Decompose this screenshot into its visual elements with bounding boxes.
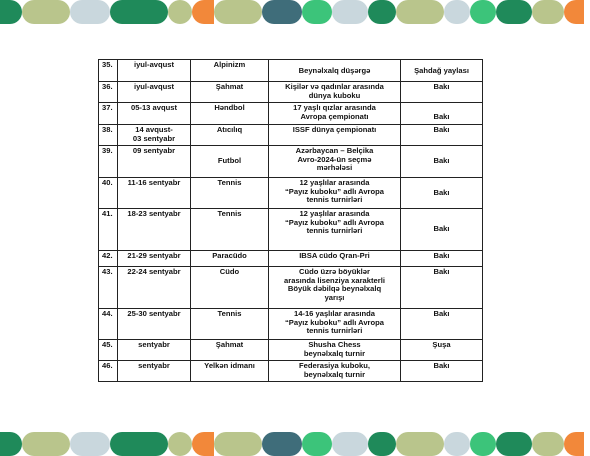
cell-text: Azərbaycan – Belçika <box>295 146 374 155</box>
place-cell <box>401 103 483 125</box>
table-row <box>99 60 483 82</box>
cell-text: Tennis <box>217 209 242 218</box>
decorative-pill <box>0 432 22 456</box>
decorative-pill <box>192 0 214 24</box>
sport-cell <box>191 251 269 267</box>
date-cell <box>118 60 191 82</box>
decorative-pill <box>214 432 262 456</box>
table-row <box>99 309 483 340</box>
cell-text: 37. <box>102 103 113 112</box>
date-cell <box>118 146 191 178</box>
sport-cell <box>191 82 269 103</box>
events-table <box>98 59 483 382</box>
date-cell <box>118 251 191 267</box>
cell-text: Beynəlxalq düşərgə <box>298 66 371 75</box>
decorative-pill <box>70 0 110 24</box>
decorative-pill <box>22 432 70 456</box>
cell-text: “Payız kuboku” adlı Avropa <box>284 186 385 196</box>
cell-text: tennis turnirləri <box>306 226 363 236</box>
decorative-pill <box>496 432 532 456</box>
table-row <box>99 361 483 382</box>
event-cell <box>269 209 401 251</box>
place-cell <box>401 340 483 361</box>
event-cell <box>269 267 401 309</box>
cell-text: 22-24 sentyabr <box>127 267 181 276</box>
cell-text: Bakı <box>433 156 450 166</box>
place-cell <box>401 309 483 340</box>
decorative-pill <box>0 0 22 24</box>
cell-text: 40. <box>102 178 113 187</box>
cell-text: 38. <box>102 125 113 134</box>
sport-cell <box>191 309 269 340</box>
cell-text: Şahmat <box>215 82 244 91</box>
date-cell <box>118 103 191 125</box>
decorative-pill <box>262 0 302 24</box>
decorative-pill <box>396 432 444 456</box>
row-number <box>99 103 118 125</box>
date-cell <box>118 267 191 309</box>
sport-cell <box>191 146 269 178</box>
row-number <box>99 267 118 309</box>
cell-text: “Payız kuboku” adlı Avropa <box>284 317 385 327</box>
row-number <box>99 60 118 82</box>
cell-text: sentyabr <box>138 361 170 370</box>
decorative-pill <box>396 0 444 24</box>
table-row <box>99 82 483 103</box>
cell-text: Kişilər və qadınlar arasında <box>285 82 384 91</box>
cell-text: tennis turnirləri <box>306 326 363 336</box>
cell-text: tennis turnirləri <box>306 195 363 205</box>
cell-text: Bakı <box>433 251 450 260</box>
cell-text: Böyük dəbilqə beynəlxalq <box>287 284 382 294</box>
cell-text: Şuşa <box>432 340 451 349</box>
decorative-pill <box>444 432 470 456</box>
event-cell <box>269 251 401 267</box>
cell-text: 11-16 sentyabr <box>127 178 181 187</box>
cell-text: 12 yaşlılar arasında <box>299 178 370 187</box>
cell-text: Şahmat <box>215 340 244 349</box>
cell-text: 12 yaşlılar arasında <box>299 209 370 218</box>
cell-text: 35. <box>102 60 113 69</box>
date-cell <box>118 340 191 361</box>
cell-text: Federasiya kuboku, <box>299 361 370 370</box>
decorative-pill <box>564 432 584 456</box>
cell-text: Avropa çempionatı <box>300 111 369 121</box>
cell-text: sentyabr <box>138 340 170 349</box>
decorative-pill <box>302 432 332 456</box>
sport-cell <box>191 209 269 251</box>
place-cell <box>401 146 483 178</box>
place-cell <box>401 178 483 209</box>
event-cell <box>269 309 401 340</box>
cell-text: yarışı <box>324 292 345 302</box>
event-cell <box>269 178 401 209</box>
decorative-pill <box>110 432 168 456</box>
date-cell <box>118 125 191 146</box>
row-number <box>99 361 118 382</box>
row-number <box>99 125 118 146</box>
decorative-pill <box>444 0 470 24</box>
cell-text: Bakı <box>433 309 450 318</box>
cell-text: Həndbol <box>214 103 245 112</box>
cell-text: Şahdağ yaylası <box>414 66 469 75</box>
decorative-pill <box>168 0 192 24</box>
cell-text: 42. <box>102 251 113 260</box>
table-row <box>99 103 483 125</box>
row-number <box>99 340 118 361</box>
event-cell <box>269 146 401 178</box>
decorative-pill <box>532 432 564 456</box>
decorative-pill <box>470 0 496 24</box>
event-cell <box>269 340 401 361</box>
date-cell <box>118 361 191 382</box>
cell-text: 44. <box>102 309 113 318</box>
date-cell <box>118 309 191 340</box>
cell-text: Bakı <box>433 125 450 134</box>
table-row <box>99 146 483 178</box>
place-cell <box>401 60 483 82</box>
decorative-pill <box>22 0 70 24</box>
decorative-top-band <box>0 0 590 24</box>
cell-text: Paracüdo <box>212 251 247 260</box>
event-cell <box>269 60 401 82</box>
cell-text: Avro-2024-ün seçmə <box>297 154 372 164</box>
cell-text: Bakı <box>433 82 450 91</box>
table-row <box>99 209 483 251</box>
event-cell <box>269 361 401 382</box>
row-number <box>99 309 118 340</box>
cell-text: 05-13 avqust <box>130 103 177 112</box>
decorative-pill <box>332 0 368 24</box>
decorative-pill <box>302 0 332 24</box>
cell-text: Shusha Chess <box>308 340 361 349</box>
decorative-pill <box>168 432 192 456</box>
cell-text: 43. <box>102 267 113 276</box>
date-cell <box>118 209 191 251</box>
decorative-bottom-band <box>0 432 590 456</box>
cell-text: Futbol <box>217 156 242 166</box>
place-cell <box>401 82 483 103</box>
sport-cell <box>191 103 269 125</box>
sport-cell <box>191 178 269 209</box>
cell-text: 03 sentyabr <box>132 133 176 143</box>
cell-text: Tennis <box>217 178 242 187</box>
cell-text: Bakı <box>433 187 450 197</box>
event-cell <box>269 82 401 103</box>
row-number <box>99 251 118 267</box>
place-cell <box>401 209 483 251</box>
decorative-pill <box>70 432 110 456</box>
cell-text: arasında lisenziya xarakterli <box>284 275 385 285</box>
cell-text: ISSF dünya çempionatı <box>292 125 377 134</box>
row-number <box>99 146 118 178</box>
sport-cell <box>191 267 269 309</box>
cell-text: mərhələsi <box>316 163 353 173</box>
sport-cell <box>191 60 269 82</box>
table-row <box>99 125 483 146</box>
row-number <box>99 178 118 209</box>
cell-text: Bakı <box>433 112 450 122</box>
cell-text: 39. <box>102 146 113 155</box>
cell-text: beynəlxalq turnir <box>303 348 366 358</box>
cell-text: 36. <box>102 82 113 91</box>
row-number <box>99 82 118 103</box>
cell-text: Tennis <box>217 309 242 318</box>
cell-text: 45. <box>102 340 113 349</box>
place-cell <box>401 125 483 146</box>
cell-text: 17 yaşlı qızlar arasında <box>293 103 376 112</box>
cell-text: 09 sentyabr <box>132 146 176 155</box>
place-cell <box>401 251 483 267</box>
date-cell <box>118 82 191 103</box>
date-cell <box>118 178 191 209</box>
cell-text: Cüdo üzrə böyüklər <box>299 267 370 276</box>
cell-text: Bakı <box>433 361 450 370</box>
table-row <box>99 178 483 209</box>
decorative-pill <box>214 0 262 24</box>
sport-cell <box>191 340 269 361</box>
cell-text: 14-16 yaşlılar arasında <box>293 309 376 318</box>
cell-text: iyul-avqust <box>133 60 175 69</box>
place-cell <box>401 361 483 382</box>
cell-text: Yelkən idmanı <box>204 361 255 370</box>
decorative-pill <box>262 432 302 456</box>
decorative-pill <box>192 432 214 456</box>
decorative-pill <box>368 432 396 456</box>
cell-text: iyul-avqust <box>133 82 175 91</box>
cell-text: 21-29 sentyabr <box>127 251 181 260</box>
table-row <box>99 251 483 267</box>
cell-text: IBSA cüdo Qran-Pri <box>299 251 370 260</box>
decorative-pill <box>496 0 532 24</box>
cell-text: 14 avqust- <box>135 125 173 134</box>
cell-text: Bakı <box>433 267 450 276</box>
cell-text: beynəlxalq turnir <box>303 369 366 379</box>
place-cell <box>401 267 483 309</box>
sport-cell <box>191 361 269 382</box>
decorative-pill <box>564 0 584 24</box>
event-cell <box>269 103 401 125</box>
row-number <box>99 209 118 251</box>
cell-text: 18-23 sentyabr <box>127 209 181 218</box>
cell-text: 41. <box>102 209 113 218</box>
cell-text: 46. <box>102 361 113 370</box>
cell-text: Bakı <box>433 224 450 234</box>
table-row <box>99 340 483 361</box>
cell-text: dünya kuboku <box>308 90 361 100</box>
decorative-pill <box>110 0 168 24</box>
table-row <box>99 267 483 309</box>
decorative-pill <box>532 0 564 24</box>
cell-text: Cüdo <box>219 267 240 276</box>
cell-text: “Payız kuboku” adlı Avropa <box>284 217 385 227</box>
cell-text: Atıcılıq <box>216 125 243 134</box>
decorative-pill <box>332 432 368 456</box>
event-cell <box>269 125 401 146</box>
sport-cell <box>191 125 269 146</box>
cell-text: 25-30 sentyabr <box>127 309 181 318</box>
decorative-pill <box>368 0 396 24</box>
decorative-pill <box>470 432 496 456</box>
cell-text: Alpinizm <box>213 60 246 69</box>
